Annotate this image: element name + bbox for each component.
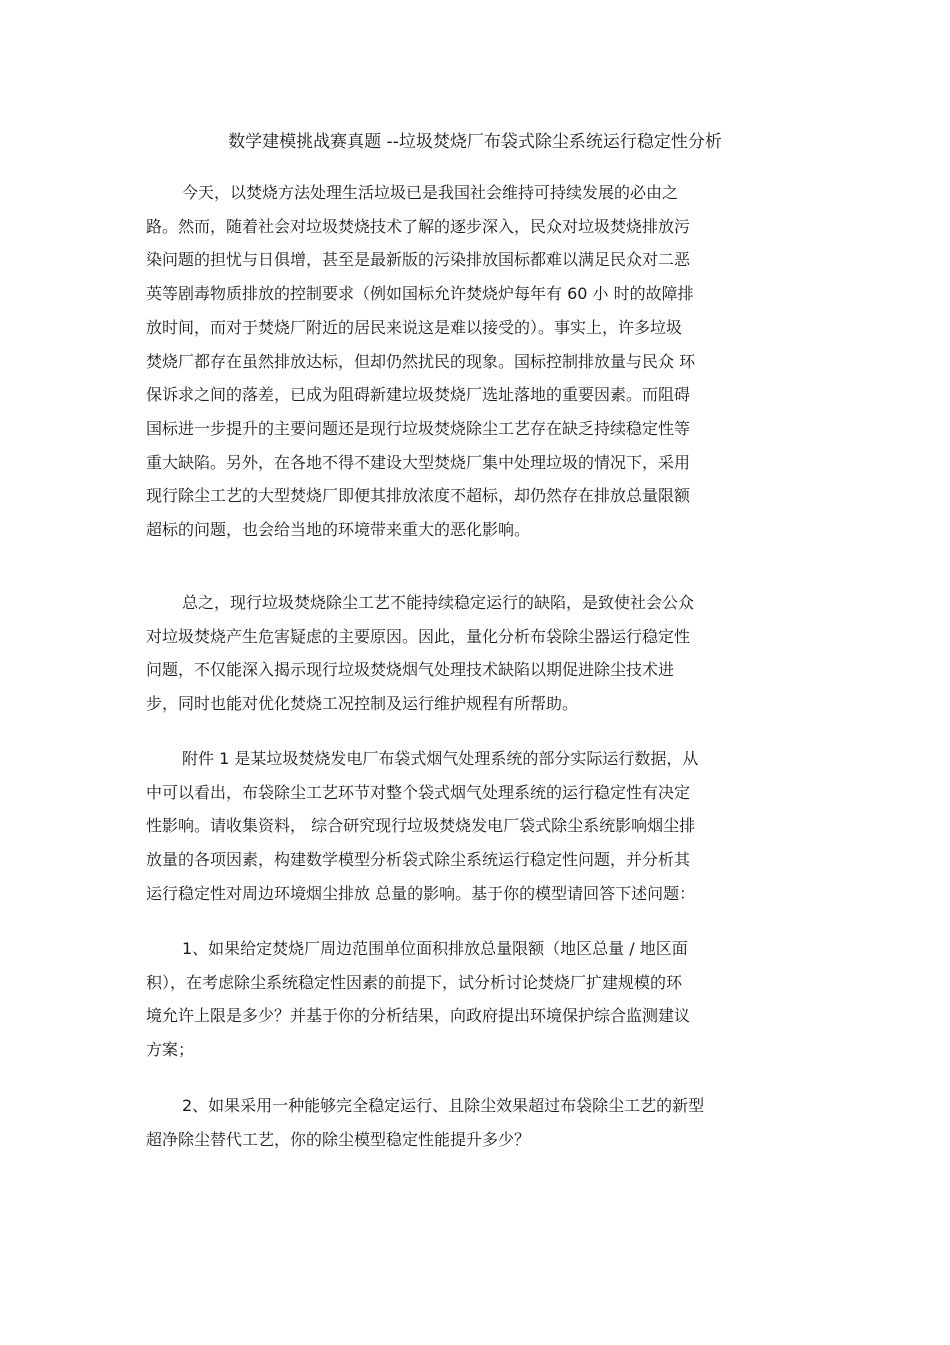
text-line: 现行除尘工艺的大型焚烧厂即便其排放浓度不超标，却仍然存在排放总量限额 xyxy=(146,486,691,506)
text-line: 总之，现行垃圾焚烧除尘工艺不能持续稳定运行的缺陷，是致使社会公众 xyxy=(182,593,695,612)
text-line: 路。然而，随着社会对垃圾焚烧技术了解的逐步深入，民众对垃圾焚烧排放污 xyxy=(146,216,691,236)
text-line: 国标进一步提升的主要问题还是现行垃圾焚烧除尘工艺存在缺乏持续稳定性等 xyxy=(146,418,691,438)
text-line: 问题，不仅能深入揭示现行垃圾焚烧烟气处理技术缺陷以期促进除尘技术进 xyxy=(146,660,675,680)
text-line: 方案； xyxy=(146,1040,195,1060)
text-line: 运行稳定性对周边环境烟尘排放 总量的影响。基于你的模型请回答下述问题： xyxy=(146,883,696,903)
text-line: 放量的各项因素，构建数学模型分析袋式除尘系统运行稳定性问题，并分析其 xyxy=(146,850,691,870)
text-line: 染问题的担忧与日俱增，甚至是最新版的污染排放国标都难以满足民众对二恶 xyxy=(146,250,691,270)
text-line: 积），在考虑除尘系统稳定性因素的前提下，试分析讨论焚烧厂扩建规模的环 xyxy=(146,972,683,992)
text-line: 保诉求之间的落差，已成为阻碍新建垃圾焚烧厂选址落地的重要因素。而阻碍 xyxy=(146,385,691,405)
text-line: 超标的问题，也会给当地的环境带来重大的恶化影响。 xyxy=(146,520,531,539)
text-line: 性影响。请收集资料， 综合研究现行垃圾焚烧发电厂袋式除尘系统影响烟尘排 xyxy=(146,816,696,836)
text-line: 重大缺陷。另外，在各地不得不建设大型焚烧厂集中处理垃圾的情况下，采用 xyxy=(146,452,691,472)
document-title: 数学建模挑战赛真题 --垃圾焚烧厂布袋式除尘系统运行稳定性分析 xyxy=(228,132,722,152)
text-line: 2、如果采用一种能够完全稳定运行、且除尘效果超过布袋除尘工艺的新型 xyxy=(182,1096,705,1115)
text-line: 步，同时也能对优化焚烧工况控制及运行维护规程有所帮助。 xyxy=(146,694,579,714)
text-line: 附件 1 是某垃圾焚烧发电厂布袋式烟气处理系统的部分实际运行数据，从 xyxy=(182,749,699,768)
text-line: 今天，以焚烧方法处理生活垃圾已是我国社会维持可持续发展的必由之 xyxy=(182,183,679,202)
text-line: 1、如果给定焚烧厂周边范围单位面积排放总量限额（地区总量 / 地区面 xyxy=(182,939,688,958)
text-line: 英等剧毒物质排放的控制要求（例如国标允许焚烧炉每年有 60 小 时的故障排 xyxy=(146,284,694,304)
text-line: 对垃圾焚烧产生危害疑虑的主要原因。因此，量化分析布袋除尘器运行稳定性 xyxy=(146,626,691,646)
text-line: 放时间，而对于焚烧厂附近的居民来说这是难以接受的）。事实上，许多垃圾 xyxy=(146,317,683,337)
text-line: 焚烧厂都存在虽然排放达标，但却仍然扰民的现象。国标控制排放量与民众 环 xyxy=(146,351,696,371)
text-line: 超净除尘替代工艺，你的除尘模型稳定性能提升多少？ xyxy=(146,1129,531,1149)
text-line: 境允许上限是多少？并基于你的分析结果，向政府提出环境保护综合监测建议 xyxy=(146,1006,691,1026)
text-line: 中可以看出，布袋除尘工艺环节对整个袋式烟气处理系统的运行稳定性有决定 xyxy=(146,782,691,802)
